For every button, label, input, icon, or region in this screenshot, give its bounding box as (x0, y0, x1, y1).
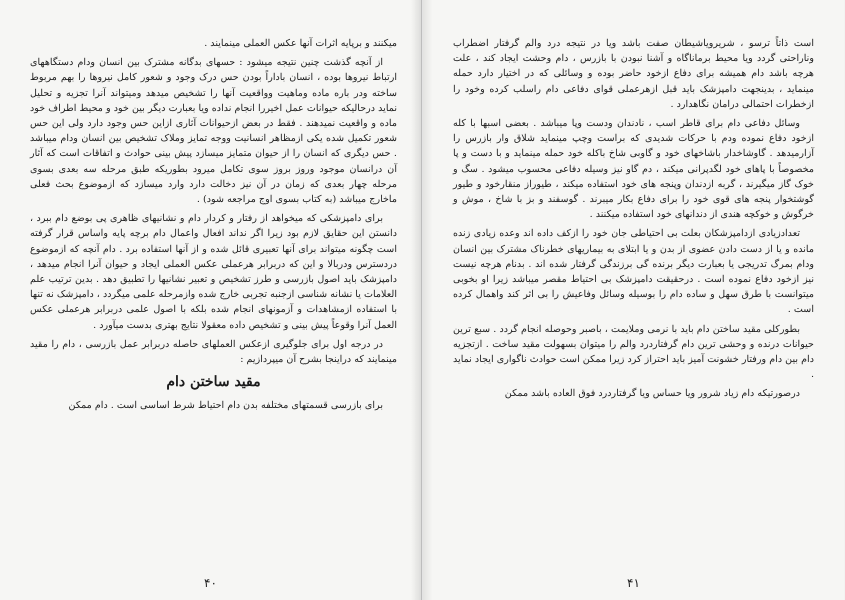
left-paragraph-4: در درجه اول برای جلوگیری ازعکس العملهای حاصله دربرابر عمل بازرسی ، دام را مقید مینمایند که دراینجا بشرح آن میپردازیم : (30, 338, 397, 366)
right-paragraph-5: درصورتیکه دام زیاد شرور ویا حساس ویا گرفتاردرد فوق العاده باشد ممکن (504, 388, 800, 400)
left-paragraph-3: برای دامپزشکی که میخواهد از رفتار و کردار دام و نشانیهای ظاهری پی بوضع دام ببرد ، دانستن این حقایق لازم بود زیرا اگر نداند افعال واعمال دام برچه پایه واساس قرار گرفته است چگونه میتواند برای آنها تعبیری قائل شده و از آنها استفاده برد . دام آنچه که ازموضوع دردسترس ودربالا و این که دربرابر هرعملی عکس العملی ایجاد و حیوان آنرا انجام میدهد ، دامپزشک باید اصول بازرسی و طرز تشخیص و تعبیر نشانیها را تطبیق دهد . بدین ترتیب علم العلامات یا نشانه شناسی ازجنبه تجربی خارج شده وازمرحله علمی میگردد ، دامپزشک نه تنها با استفاده ازمشاهدات و آزمونهای انجام شده بلکه با اصول علمی دربرابر هرعملی عکس العمل آنرا وقوعاً پیش بینی و تشخیص داده معقولا نتایج بهتری بدست میآورد . (30, 213, 397, 331)
left-page (0, 0, 422, 600)
left-paragraph-1: میکنند و برپایه اثرات آنها عکس العملی مینمایند . (204, 38, 397, 49)
section-heading: مقید ساختن دام (166, 374, 261, 391)
right-paragraph-4: بطورکلی مقید ساختن دام باید با نرمی وملایمت ، باصبر وحوصله انجام گردد . سبع ترین حیوانات درنده و وحشی ترین دام گرفتاردرد والم را میتوان بسهولت مقید ساخت . ازتجزیه دام بین دام ورفتار خشونت آمیز باید احتراز کرد زیرا ممکن است حوادث ناگواری ایجاد نماید . (453, 323, 814, 381)
left-paragraph-2: از آنچه گذشت چنین نتیجه میشود : حسهای بدگانه مشترک بین انسان ودام دستگاههای ارتباط نیروها بوده ، انسان باداراً بودن حس درک وجود و شعور کامل نیروها را بهم مربوط ساخته ودر باره ماده وماهیت وواقعیت آنها را تشخیص میدهد ومیتواند آنرا تجزیه و تحلیل نماید درحالیکه حیوانات عمل اخیررا انجام نداده ویا بعبارت دیگر بین خود و محیط اطراف خود ماده و واقعیت نمیدهند . فقط در بعض ازحیوانات آثاری ازاین حس وجود دارد ولی این حس شعور تکمیل شده یکی ازمظاهر انسانیت ووجه تمایز وملاک تشخیص بین انسان ودام میباشد . حس دیگری که انسان را از حیوان متمایز میسازد پیش بینی حوادث و اتفاقات است که آثار آن درانسان موجود وروز بروز سوی تکامل میرود بطوریکه طبق مرحله سه بعدی بسوی مرحله چهار بعدی که زمان در آن نیز دخالت دارد وارد میسازد که ازموضوع بحث فعلی ماخارج میباشد (به کتاب بسوی اوج مراجعه شود) . (30, 57, 397, 206)
left-page-number: ۴۰ (204, 576, 217, 590)
right-paragraph-2: وسائل دفاعی دام برای قاطر اسب ، نادندان ودست وپا میباشد . بعضی اسبها با کله ازخود دفاع نموده ودم با حرکات شدیدی که براست وچپ مینماید شلاق وار بازرس را آزارمیدهد . گاوشاخدار باشاخهای خود و گاوبی شاخ باکله خود حمله مینماید و با دست و پا مخصوصاً با پاهای خود لگدپرانی میکند ، دم گاو نیز وسیله دفاعی محسوب میشود . سگ و خوک گاز میگیرند ، گربه ازدندان وپنجه های خود استفاده میکند ، طیوراز منقارخود و طیور گوشتخوار پنجه های قوی خود را برای دفاع بکار میبرند . گوسفند و بز با شاخ ، موش و خرگوش و خوکچه هندی از دندانهای خود استفاده میکنند . (453, 118, 814, 221)
left-paragraph-5: برای بازرسی قسمتهای مختلفه بدن دام احتیاط شرط اساسی است . دام ممکن (68, 400, 383, 412)
right-paragraph-3: تعدادزیادی ازدامپزشکان بعلت بی احتیاطی جان خود را ازکف داده اند وعده زیادی زنده مانده و یا از دست دادن عضوی از بدن و یا ابتلای به بیماریهای خطرناک مشترک بین انسان ودام بمرگ تدریجی یا بعبارت دیگر برنده گی برزندگی گرفتار شده اند . بدنام هرچه نیست نیز ازخود دفاع نموده است . درحقیقت دامپزشک بی احتیاط مقصر میباشد زیرا او بخوبی میتوانست با طرق سهل و ساده دام را بوسیله وسائل وفاعیش را بی اثر کند واهمال کرده است . (453, 228, 814, 316)
right-paragraph-1: است ذاتاً ترسو ، شریرویاشیطان صفت باشد ویا در نتیجه درد والم گرفتار اضطراب وناراحتی گردد ویا محیط برماناگاه و آشنا نبودن با بازرس ، دام وحشت ایجاد کند ، علت هرچه باشد دام همیشه برای دفاع ازخود حاضر بوده و وسائلی که در اختیار دارد حمله مینماید ، بدینجهت دامپزشک باید قبل ازهرعملی قوای دفاعی دام راسلب کرده وخود را ازخطرات احتمالی درامان نگاهدارد . (453, 38, 814, 110)
right-page-text (453, 36, 814, 406)
gutter-shadow-left (411, 0, 421, 600)
right-page (422, 0, 844, 600)
left-page-text (30, 36, 397, 418)
right-page-number: ۴۱ (627, 576, 640, 590)
gutter-shadow-right (423, 0, 433, 600)
